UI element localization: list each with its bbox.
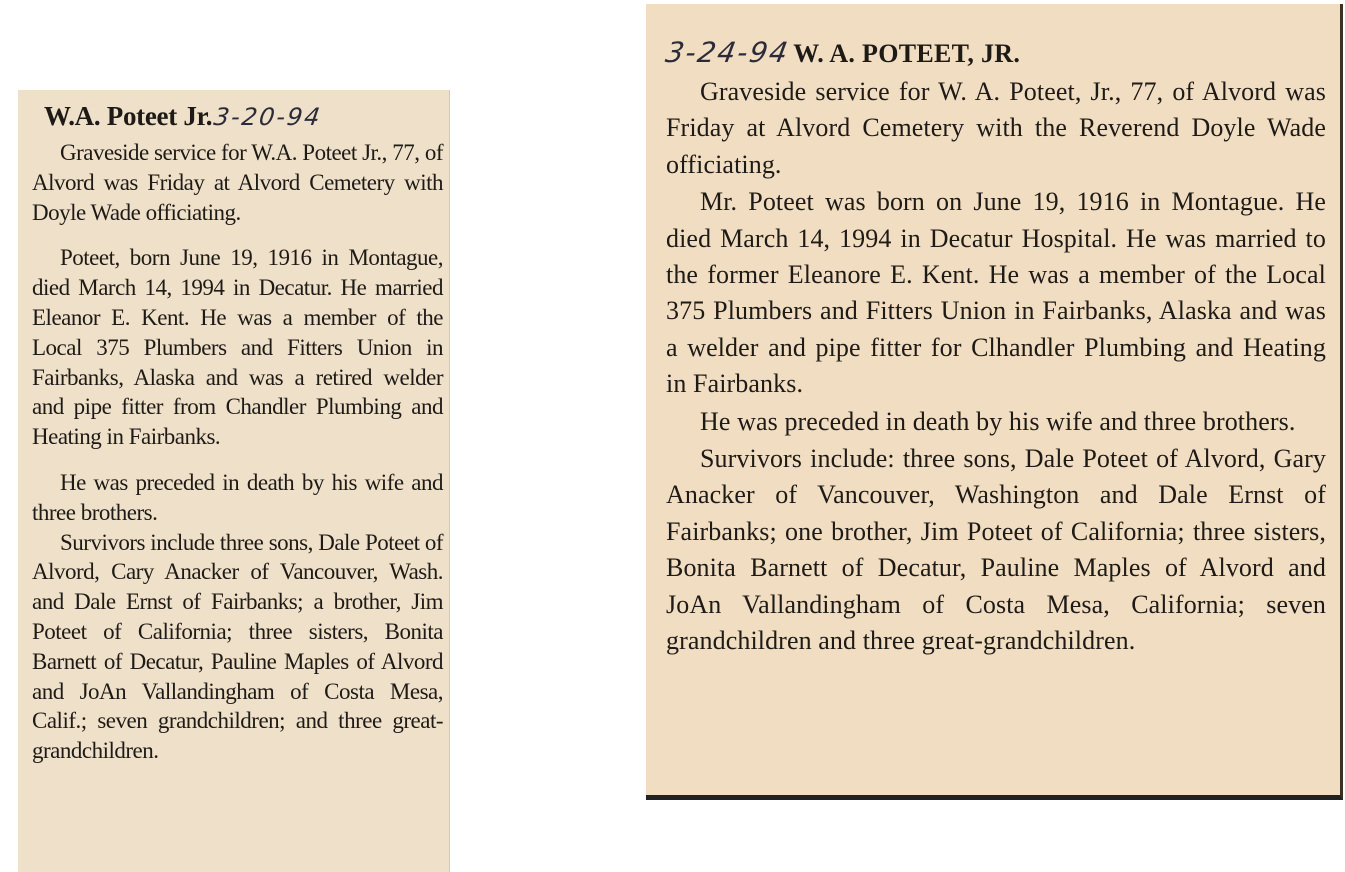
right-headline: W. A. POTEET, JR. bbox=[793, 39, 1021, 68]
left-paragraph-preceded: He was preceded in death by his wife and three brothers. bbox=[32, 469, 443, 525]
left-paragraph-service: Graveside service for W.A. Poteet Jr., 77, of Alvord was Friday at Alvord Cemetery with Doyle Wade officiating. bbox=[32, 140, 443, 225]
left-headline: W.A. Poteet Jr. bbox=[44, 101, 213, 131]
obituary-clipping-left bbox=[18, 90, 450, 872]
left-handwritten-date: 3-20-94 bbox=[212, 103, 324, 131]
left-paragraph-survivors: Survivors include three sons, Dale Poteet of Alvord, Cary Anacker of Vancouver, Wash. and Dale Ernst of Fairbanks; a brother, Jim Poteet of California; three sisters, Bonita Barnett of Decatur, Pauline Maples of Alvord and JoAn Vallandingham of Costa Mesa, Calif.; seven grandchildren; and three great-grandchildren. bbox=[32, 529, 443, 764]
right-paragraph-preceded: He was preceded in death by his wife and three brothers. bbox=[700, 406, 1296, 436]
right-headline-row bbox=[663, 34, 1326, 74]
left-headline-row bbox=[32, 94, 443, 138]
right-paragraph-survivors: Survivors include: three sons, Dale Poteet of Alvord, Gary Anacker of Vancouver, Washington and Dale Ernst of Fairbanks; one brother, Jim Poteet of California; three sisters, Bonita Barnett of Decatur, Pauline Maples of Alvord and JoAn Vallandingham of Costa Mesa, California; seven grandchildren and three great-grandchildren. bbox=[666, 444, 1326, 656]
right-paragraph-biography: Mr. Poteet was born on June 19, 1916 in Montague. He died March 14, 1994 in Decatur Hospital. He was married to the former Eleanore E. Kent. He was a member of the Local 375 Plumbers and Fitters Union in Fairbanks, Alaska and was a welder and pipe fitter for Clhandler Plumbing and Heating in Fairbanks. bbox=[666, 187, 1326, 399]
obituary-clipping-right bbox=[646, 4, 1343, 800]
left-paragraph-biography: Poteet, born June 19, 1916 in Montague, died March 14, 1994 in Decatur. He married Eleanor E. Kent. He was a member of the Local 375 Plumbers and Fitters Union in Fairbanks, Alaska and was a retired welder and pipe fitter from Chandler Plumbing and Heating in Fairbanks. bbox=[32, 245, 443, 450]
right-paragraph-service: Graveside service for W. A. Poteet, Jr., 77, of Alvord was Friday at Alvord Cemetery with the Reverend Doyle Wade officiating. bbox=[666, 77, 1326, 179]
right-handwritten-date: 3-24-94 bbox=[663, 36, 793, 69]
